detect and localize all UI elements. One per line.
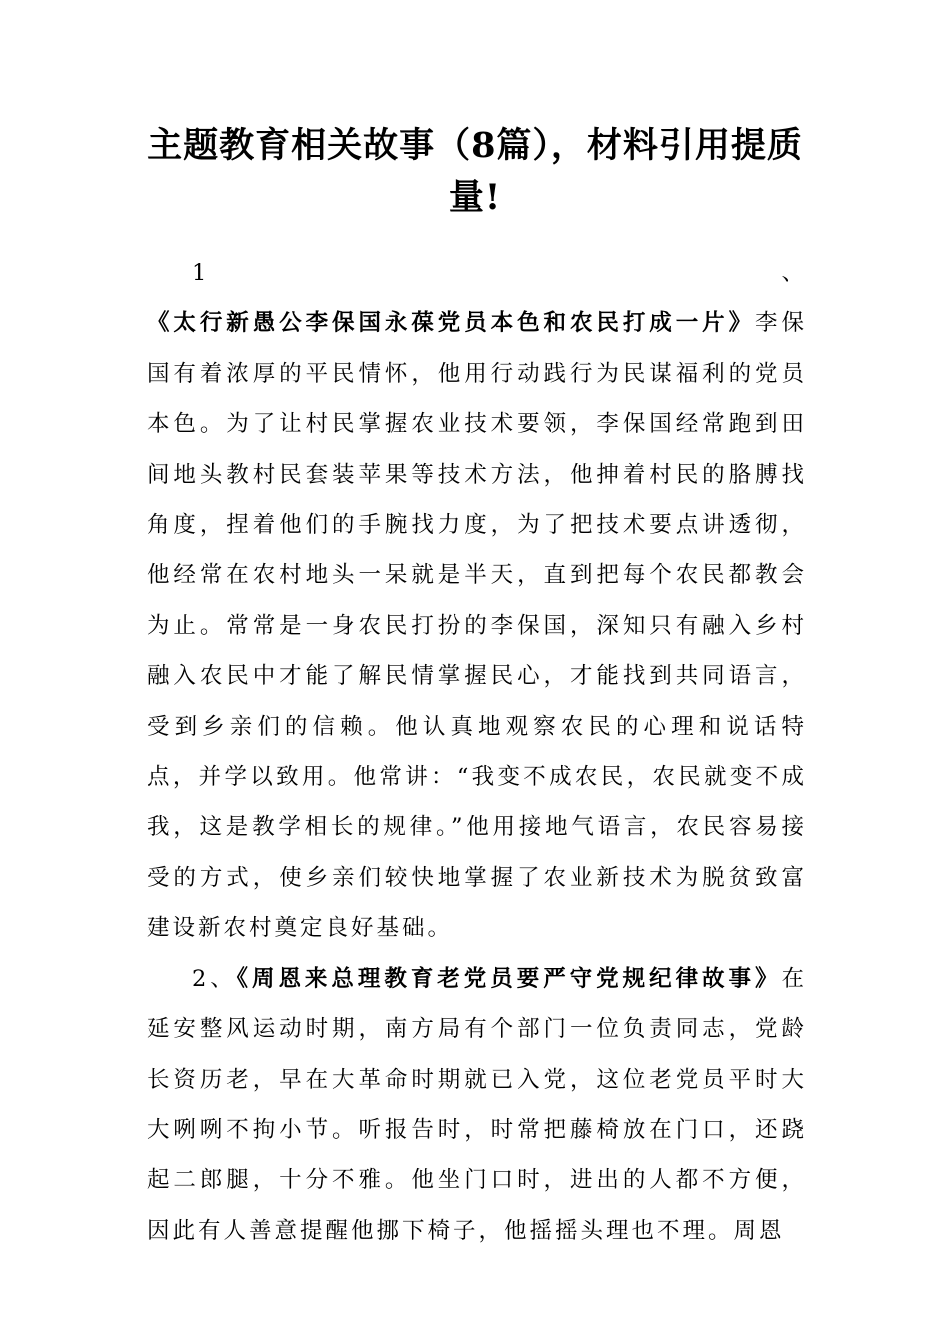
document-body bbox=[147, 248, 807, 1256]
story-paragraph-1 bbox=[147, 248, 807, 954]
story-title: 《太行新愚公李保国永葆党员本色和农民打成一片》 bbox=[147, 310, 756, 337]
paragraph-number: 1、 bbox=[192, 260, 807, 286]
story-title: 《周恩来总理教育老党员要严守党规纪律故事》 bbox=[236, 965, 782, 992]
paragraph-number: 2、 bbox=[192, 965, 237, 992]
paragraph-text: 在延安整风运动时期，南方局有个部门一位负责同志，党龄长资历老，早在大革命时期就已入党，这位老党员平时大大咧咧不拘小节。听报告时，时常把藤椅放在门口，还跷起二郎腿，十分不雅。他坐门口时，进出的人都不方便，因此有人善意提醒他挪下椅子，他摇摇头理也不理。周恩 bbox=[147, 965, 807, 1244]
paragraph-text: 李保国有着浓厚的平民情怀，他用行动践行为民谋福利的党员本色。为了让村民掌握农业技术要领，李保国经常跑到田间地头教村民套装苹果等技术方法，他抻着村民的胳膊找角度，捏着他们的手腕找力度，为了把技术要点讲透彻，他经常在农村地头一呆就是半天，直到把每个农民都教会为止。常常是一身农民打扮的李保国，深知只有融入乡村融入农民中才能了解民情掌握民心，才能找到共同语言，受到乡亲们的信赖。他认真地观察农民的心理和说话特点，并学以致用。他常讲：“我变不成农民，农民就变不成我，这是教学相长的规律。”他用接地气语言，农民容易接受的方式，使乡亲们较快地掌握了农业新技术为脱贫致富建设新农村奠定良好基础。 bbox=[147, 310, 807, 942]
story-paragraph-2 bbox=[147, 954, 807, 1256]
document-title: 主题教育相关故事（8篇），材料引用提质量! bbox=[147, 125, 803, 218]
